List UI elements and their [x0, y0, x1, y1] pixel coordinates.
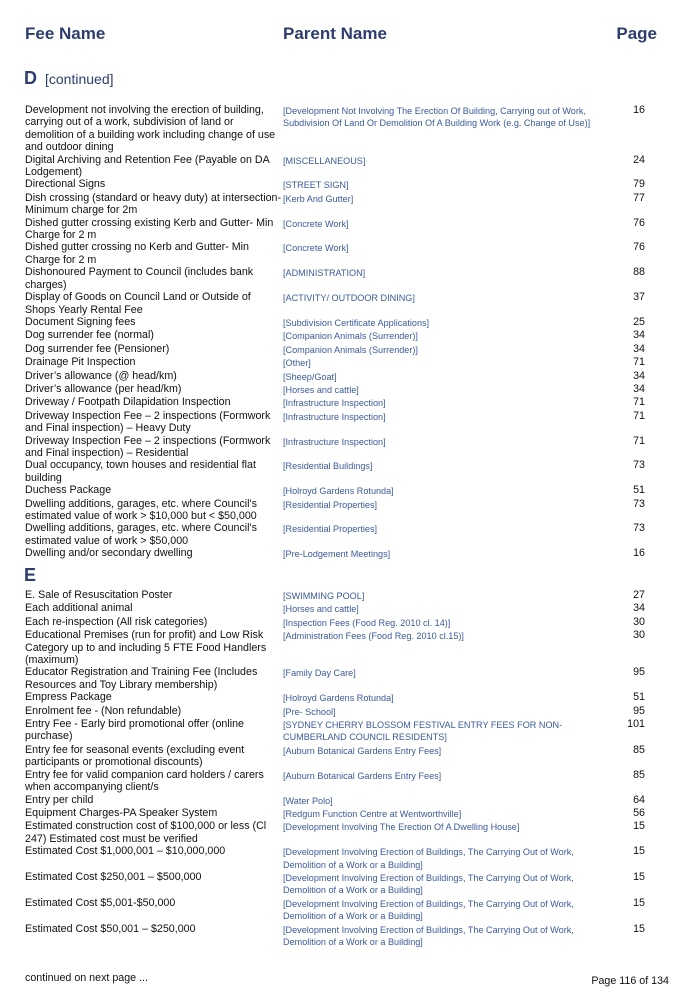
- parent-name-cell: [Kerb And Gutter]: [283, 193, 354, 204]
- fee-name-cell: Entry Fee - Early bird promotional offer (online purchase): [25, 718, 244, 743]
- parent-name-cell: [Inspection Fees (Food Reg. 2010 cl. 14)]: [283, 617, 451, 628]
- page-number-cell: 73: [633, 522, 645, 535]
- parent-name-cell: [Sheep/Goat]: [283, 371, 337, 382]
- section-e-rows: [25, 589, 645, 948]
- index-row: [25, 705, 645, 718]
- fee-name-cell: Estimated Cost $1,000,001 – $10,000,000: [25, 845, 226, 858]
- section-heading-d: [24, 68, 114, 89]
- index-row: [25, 522, 645, 547]
- fee-name-cell: Driver’s allowance (@ head/km): [25, 369, 177, 382]
- fee-name-cell: Estimated Cost $250,001 – $500,000: [25, 870, 202, 883]
- page-number-cell: 95: [633, 666, 645, 679]
- index-row: [25, 241, 645, 266]
- page-number-cell: 71: [633, 356, 645, 369]
- fee-name-cell: Dwelling additions, garages, etc. where Council's estimated value of work > $10,000 but < $50,000: [25, 497, 257, 522]
- fee-name-cell: Each re-inspection (All risk categories): [25, 615, 208, 628]
- index-row: [25, 602, 645, 615]
- parent-name-cell: [ACTIVITY/ OUTDOOR DINING]: [283, 293, 415, 304]
- parent-name-cell: [Subdivision Certificate Applications]: [283, 317, 430, 328]
- index-row: [25, 589, 645, 602]
- page-number-cell: 71: [633, 434, 645, 447]
- index-row: [25, 370, 645, 383]
- parent-name-cell: [Auburn Botanical Gardens Entry Fees]: [283, 745, 442, 756]
- fee-name-cell: Driver’s allowance (per head/km): [25, 382, 182, 395]
- page-number-cell: 51: [633, 484, 645, 497]
- parent-name-cell: [Pre-Lodgement Meetings]: [283, 549, 391, 560]
- parent-name-cell: [Infrastructure Inspection]: [283, 436, 386, 447]
- page-number-cell: 85: [633, 743, 645, 756]
- index-row: [25, 192, 645, 217]
- index-row: [25, 459, 645, 484]
- parent-name-cell: [Residential Properties]: [283, 524, 378, 535]
- page-number-cell: 76: [633, 241, 645, 254]
- parent-name-cell: [SYDNEY CHERRY BLOSSOM FESTIVAL ENTRY FEES FOR NON-CUMBERLAND COUNCIL RESIDENTS]: [283, 720, 563, 743]
- page-number-cell: 77: [633, 191, 645, 204]
- parent-name-cell: [Development Involving The Erection Of A Dwelling House]: [283, 822, 520, 833]
- index-row: [25, 871, 645, 897]
- page-number-cell: 34: [633, 602, 645, 615]
- fee-name-cell: Estimated construction cost of $100,000 or less (Cl 247) Estimated cost must be verified: [25, 820, 267, 845]
- index-row: [25, 484, 645, 497]
- page-number-cell: 88: [633, 266, 645, 279]
- page-number-cell: 34: [633, 382, 645, 395]
- parent-name-cell: [Development Involving Erection of Buildings, The Carrying Out of Work, Demolition of a Work or a Building]: [283, 847, 574, 870]
- page-number-cell: 15: [633, 845, 645, 858]
- page-number-cell: 95: [633, 704, 645, 717]
- fee-name-cell: Dwelling additions, garages, etc. where Council's estimated value of work > $50,000: [25, 522, 257, 547]
- parent-name-cell: [Development Not Involving The Erection Of Building, Carrying out of Work, Subdivision Of Land Or Demolition Of A Building Work (e.g. Change of Use)]: [283, 106, 591, 129]
- fee-name-cell: Empress Package: [25, 691, 112, 704]
- continued-footer: continued on next page ...: [25, 972, 149, 984]
- parent-name-cell: [Auburn Botanical Gardens Entry Fees]: [283, 770, 442, 781]
- fee-name-cell: Dishonoured Payment to Council (includes bank charges): [25, 266, 254, 291]
- index-row: [25, 845, 645, 871]
- parent-name-cell: [STREET SIGN]: [283, 180, 349, 191]
- section-letter: E: [24, 565, 37, 585]
- parent-name-cell: [Development Involving Erection of Buildings, The Carrying Out of Work, Demolition of a Work or a Building]: [283, 924, 574, 947]
- parent-name-cell: [Horses and cattle]: [283, 384, 359, 395]
- index-row: [25, 356, 645, 369]
- fee-name-cell: Educational Premises (run for profit) and Low Risk Category up to and including 5 FTE Food Handlers (maximum): [25, 629, 267, 667]
- page-number-cell: 27: [633, 589, 645, 601]
- index-row: [25, 820, 645, 845]
- index-row: [25, 629, 645, 666]
- section-letter: D: [24, 68, 37, 88]
- fee-name-cell: Equipment Charges-PA Speaker System: [25, 806, 218, 819]
- fee-name-cell: Drainage Pit Inspection: [25, 356, 136, 369]
- page-number-cell: 56: [633, 806, 645, 819]
- parent-name-cell: [Redgum Function Centre at Wentworthville]: [283, 808, 462, 819]
- index-row: [25, 897, 645, 923]
- page-number-cell: 30: [633, 629, 645, 642]
- parent-name-cell: [Concrete Work]: [283, 243, 349, 254]
- parent-name-cell: [Horses and cattle]: [283, 604, 359, 615]
- page-number-cell: 15: [633, 820, 645, 833]
- section-heading-e: [24, 565, 36, 586]
- fee-name-cell: E. Sale of Resuscitation Poster: [25, 589, 173, 601]
- fee-name-cell: Directional Signs: [25, 178, 106, 191]
- page-number-cell: 73: [633, 497, 645, 510]
- page-number-cell: 79: [633, 178, 645, 191]
- parent-name-cell: [Infrastructure Inspection]: [283, 398, 386, 409]
- parent-name-cell: [Development Involving Erection of Buildings, The Carrying Out of Work, Demolition of a Work or a Building]: [283, 872, 574, 896]
- index-row: [25, 435, 645, 460]
- parent-name-cell: [Administration Fees (Food Reg. 2010 cl.15)]: [283, 631, 464, 642]
- index-row: [25, 104, 645, 154]
- fee-name-cell: Digital Archiving and Retention Fee (Payable on DA Lodgement): [25, 153, 270, 179]
- index-row: [25, 794, 645, 807]
- index-row: [25, 718, 645, 744]
- page-number-cell: 25: [633, 315, 645, 328]
- page-number-cell: 16: [633, 547, 645, 560]
- page-number-cell: 76: [633, 216, 645, 229]
- parent-name-cell: [SWIMMING POOL]: [283, 591, 365, 601]
- parent-name-cell: [Development Involving Erection of Buildings, The Carrying Out of Work, Demolition of a Work or a Building]: [283, 898, 574, 922]
- parent-name-cell: [Holroyd Gardens Rotunda]: [283, 486, 394, 497]
- fee-name-column-header: Fee Name: [25, 24, 106, 43]
- fee-name-cell: Dual occupancy, town houses and residential flat building: [25, 459, 256, 484]
- fee-name-cell: Duchess Package: [25, 484, 112, 497]
- fee-name-cell: Dish crossing (standard or heavy duty) at intersection- Minimum charge for 2m: [25, 191, 282, 217]
- fee-name-cell: Enrolment fee - (Non refundable): [25, 704, 182, 717]
- page-number-footer: Page 116 of 134: [591, 975, 669, 987]
- index-row: [25, 329, 645, 342]
- fee-name-cell: Dished gutter crossing no Kerb and Gutter- Min Charge for 2 m: [25, 241, 249, 266]
- section-d-rows: [25, 104, 645, 561]
- fee-name-cell: Entry per child: [25, 793, 94, 806]
- page-number-cell: 71: [633, 396, 645, 409]
- parent-name-cell: [Water Polo]: [283, 795, 333, 806]
- parent-name-cell: [Pre- School]: [283, 706, 336, 717]
- page-number-cell: 16: [633, 104, 645, 116]
- fee-name-cell: Each additional animal: [25, 602, 133, 615]
- parent-name-cell: [Residential Buildings]: [283, 461, 373, 472]
- index-row: [25, 154, 645, 179]
- fee-name-cell: Display of Goods on Council Land or Outside of Shops Yearly Rental Fee: [25, 291, 251, 316]
- page-number-cell: 15: [633, 896, 645, 909]
- fee-name-cell: Dwelling and/or secondary dwelling: [25, 547, 193, 560]
- fee-name-cell: Driveway Inspection Fee – 2 inspections (Formwork and Final inspection) – Residential: [25, 434, 271, 459]
- index-row: [25, 616, 645, 629]
- page-number-cell: 71: [633, 409, 645, 422]
- index-row: [25, 691, 645, 704]
- fee-name-cell: Document Signing fees: [25, 315, 136, 328]
- fee-name-cell: Dog surrender fee (normal): [25, 329, 154, 342]
- page-number-cell: 73: [633, 459, 645, 472]
- index-row: [25, 744, 645, 769]
- index-row: [25, 217, 645, 242]
- fee-name-cell: Estimated Cost $5,001-$50,000: [25, 896, 176, 909]
- index-row: [25, 396, 645, 409]
- page-number-cell: 64: [633, 793, 645, 806]
- page-number-cell: 15: [633, 870, 645, 883]
- page-number-cell: 51: [633, 691, 645, 704]
- parent-name-cell: [MISCELLANEOUS]: [283, 155, 366, 166]
- index-row: [25, 383, 645, 396]
- parent-name-cell: [Other]: [283, 358, 311, 369]
- parent-name-cell: [Companion Animals (Surrender)]: [283, 331, 418, 342]
- index-row: [25, 178, 645, 191]
- parent-name-cell: [ADMINISTRATION]: [283, 268, 366, 279]
- index-row: [25, 547, 645, 560]
- parent-name-cell: [Concrete Work]: [283, 218, 349, 229]
- page-number-cell: 34: [633, 342, 645, 355]
- fee-name-cell: Driveway / Footpath Dilapidation Inspection: [25, 396, 231, 409]
- parent-name-cell: [Holroyd Gardens Rotunda]: [283, 693, 394, 704]
- page-number-cell: 85: [633, 768, 645, 781]
- index-row: [25, 666, 645, 691]
- page-number-cell: 30: [633, 615, 645, 628]
- page-number-cell: 15: [633, 922, 645, 935]
- fee-name-cell: Entry fee for seasonal events (excluding event participants or promotional discounts): [25, 743, 245, 769]
- fee-name-cell: Driveway Inspection Fee – 2 inspections (Formwork and Final inspection) – Heavy Duty: [25, 409, 271, 435]
- page-number-cell: 37: [633, 291, 645, 304]
- page-column-header: Page: [616, 24, 657, 43]
- index-row: [25, 410, 645, 435]
- index-row: [25, 498, 645, 523]
- fee-name-cell: Development not involving the erection of building, carrying out of a work, subdivision of land or demolition of a building work including change of use and outdoor dining: [25, 104, 276, 154]
- fee-name-cell: Entry fee for valid companion card holders / carers when accompanying client/s: [25, 768, 264, 794]
- index-row: [25, 807, 645, 820]
- page-number-cell: 101: [627, 718, 645, 731]
- index-row: [25, 769, 645, 794]
- index-row: [25, 291, 645, 316]
- index-row: [25, 343, 645, 356]
- fee-name-cell: Estimated Cost $50,001 – $250,000: [25, 922, 196, 935]
- page-number-cell: 34: [633, 329, 645, 342]
- page-number-cell: 34: [633, 369, 645, 382]
- fee-name-cell: Dog surrender fee (Pensioner): [25, 342, 170, 355]
- index-row: [25, 316, 645, 329]
- section-continued-label: [continued]: [45, 71, 114, 87]
- parent-name-cell: [Family Day Care]: [283, 668, 356, 679]
- page-number-cell: 24: [633, 153, 645, 166]
- parent-name-column-header: Parent Name: [283, 24, 387, 43]
- fee-name-cell: Educator Registration and Training Fee (Includes Resources and Toy Library membership): [25, 666, 258, 691]
- parent-name-cell: [Companion Animals (Surrender)]: [283, 344, 418, 355]
- index-row: [25, 266, 645, 291]
- index-row: [25, 923, 645, 949]
- parent-name-cell: [Residential Properties]: [283, 499, 378, 510]
- parent-name-cell: [Infrastructure Inspection]: [283, 411, 386, 422]
- fee-name-cell: Dished gutter crossing existing Kerb and Gutter- Min Charge for 2 m: [25, 216, 274, 242]
